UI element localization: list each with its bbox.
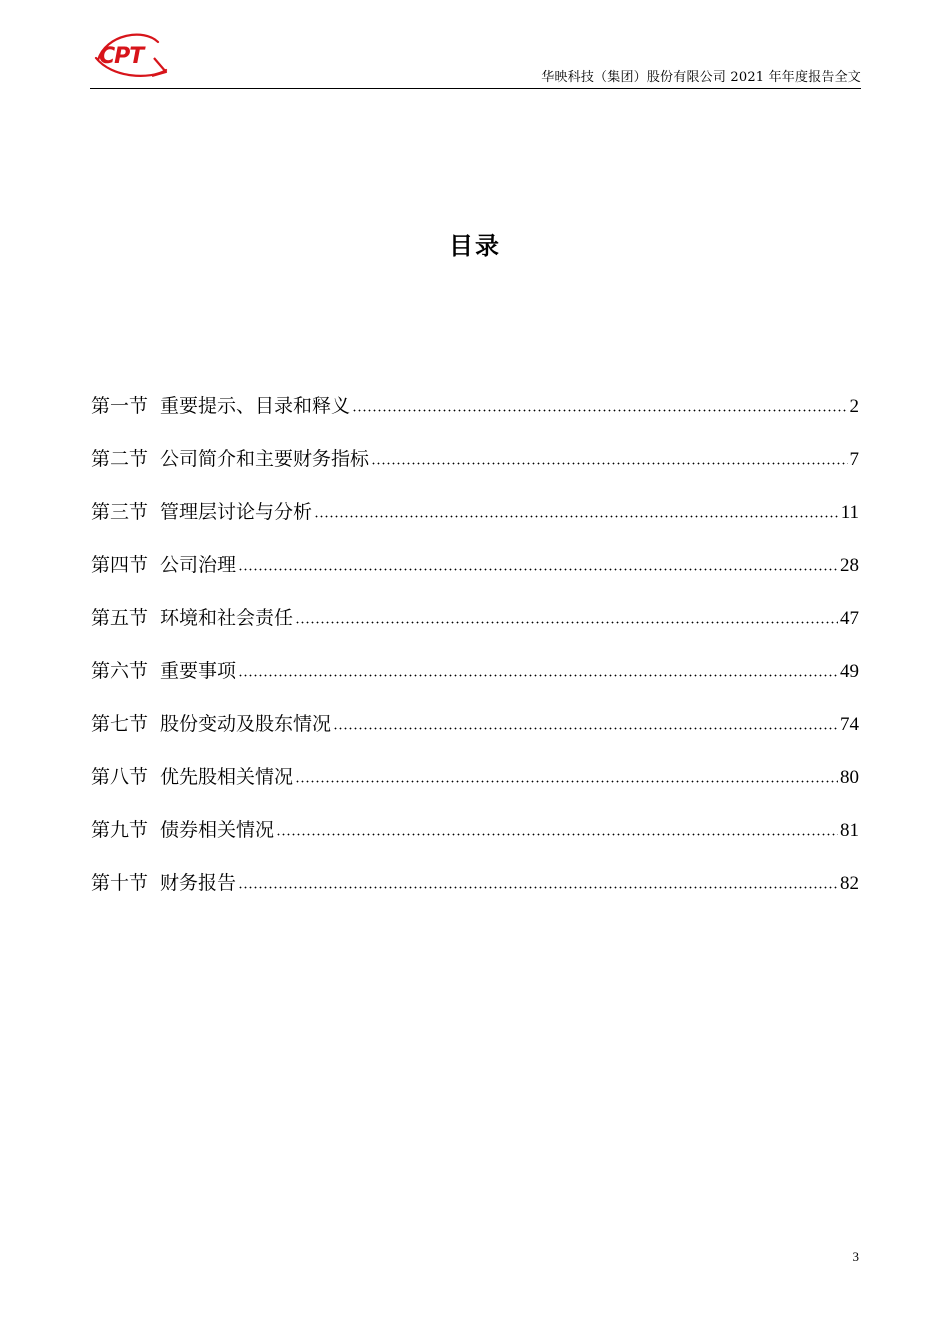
toc-item[interactable] — [91, 654, 859, 707]
toc-dot-leader — [295, 766, 838, 786]
toc-section-label: 第二节 — [91, 448, 149, 470]
toc-title: 重要提示、目录和释义 — [160, 395, 351, 417]
toc-item[interactable] — [91, 760, 859, 813]
toc-dot-leader — [238, 554, 838, 574]
toc-item[interactable] — [91, 866, 859, 919]
toc-item[interactable] — [91, 442, 859, 495]
svg-text:CPT: CPT — [99, 44, 144, 69]
toc-title: 公司治理 — [160, 554, 237, 576]
header-divider — [90, 88, 861, 89]
table-of-contents — [91, 389, 859, 919]
page-title: 目录 — [449, 232, 501, 260]
toc-section-label: 第六节 — [91, 660, 149, 682]
toc-section-label: 第九节 — [91, 819, 149, 841]
toc-dot-leader — [276, 819, 838, 839]
toc-title: 重要事项 — [160, 660, 237, 682]
toc-item[interactable] — [91, 707, 859, 760]
toc-section-label: 第十节 — [91, 872, 149, 894]
toc-item[interactable] — [91, 495, 859, 548]
toc-section-label: 第一节 — [91, 395, 149, 417]
toc-section-label: 第三节 — [91, 501, 149, 523]
toc-title: 股份变动及股东情况 — [160, 713, 332, 735]
toc-page-number: 2 — [849, 396, 859, 417]
toc-dot-leader — [238, 872, 838, 892]
toc-title: 财务报告 — [160, 872, 237, 894]
toc-section-label: 第八节 — [91, 766, 149, 788]
toc-section-label: 第四节 — [91, 554, 149, 576]
toc-page-number: 74 — [840, 714, 859, 735]
toc-title: 环境和社会责任 — [160, 607, 294, 629]
toc-item[interactable] — [91, 601, 859, 654]
toc-dot-leader — [238, 660, 838, 680]
toc-item[interactable] — [91, 389, 859, 442]
toc-title: 债券相关情况 — [160, 819, 275, 841]
toc-page-number: 49 — [840, 661, 859, 682]
toc-dot-leader — [352, 395, 847, 415]
toc-title: 公司简介和主要财务指标 — [160, 448, 370, 470]
toc-page-number: 11 — [840, 502, 859, 523]
toc-page-number: 81 — [840, 820, 859, 841]
toc-dot-leader — [314, 501, 839, 521]
toc-title: 管理层讨论与分析 — [160, 501, 313, 523]
company-logo — [92, 28, 172, 80]
toc-page-number: 82 — [840, 873, 859, 894]
toc-dot-leader — [371, 448, 847, 468]
toc-item[interactable] — [91, 813, 859, 866]
toc-title: 优先股相关情况 — [160, 766, 294, 788]
toc-section-label: 第五节 — [91, 607, 149, 629]
toc-page-number: 47 — [840, 608, 859, 629]
toc-section-label: 第七节 — [91, 713, 149, 735]
page-number: 3 — [852, 1249, 859, 1264]
toc-page-number: 28 — [840, 555, 859, 576]
toc-page-number: 80 — [840, 767, 859, 788]
toc-dot-leader — [333, 713, 838, 733]
toc-page-number: 7 — [849, 449, 859, 470]
document-header-title: 华映科技（集团）股份有限公司 2021 年年度报告全文 — [541, 70, 861, 85]
cpt-logo-icon — [92, 28, 172, 80]
toc-dot-leader — [295, 607, 838, 627]
toc-item[interactable] — [91, 548, 859, 601]
